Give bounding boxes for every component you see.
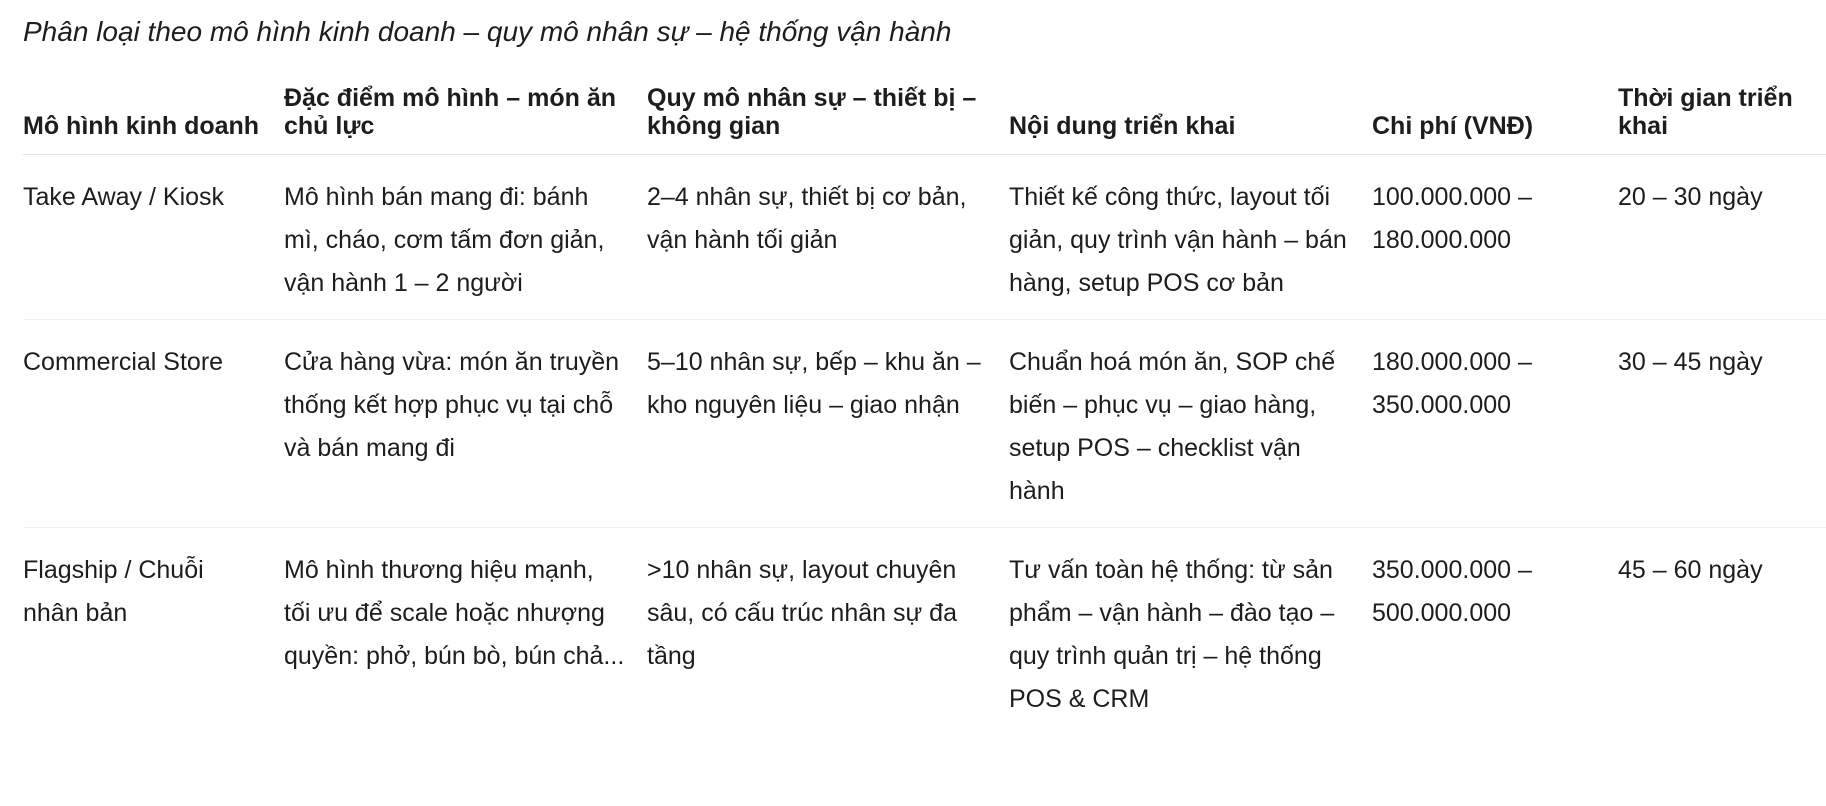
cell-model-features: Mô hình thương hiệu mạnh, tối ưu để scale hoặc nhượng quyền: phở, bún bò, bún chả... bbox=[284, 556, 625, 670]
cell-business-model: Flagship / Chuỗi nhân bản bbox=[23, 556, 204, 627]
pricing-table bbox=[23, 78, 1826, 735]
cell-business-model: Take Away / Kiosk bbox=[23, 155, 284, 320]
header-staff-scale: Quy mô nhân sự – thiết bị – không gian bbox=[647, 78, 1009, 155]
cell-deployment-content: Tư vấn toàn hệ thống: từ sản phẩm – vận hành – đào tạo – quy trình quản trị – hệ thống POS & CRM bbox=[1009, 556, 1335, 713]
header-duration: Thời gian triển khai bbox=[1618, 78, 1826, 155]
header-model-features: Đặc điểm mô hình – món ăn chủ lực bbox=[284, 78, 647, 155]
header-cost: Chi phí (VNĐ) bbox=[1372, 78, 1618, 155]
header-business-model: Mô hình kinh doanh bbox=[23, 78, 284, 155]
table-header-row bbox=[23, 78, 1826, 155]
cell-staff-scale: 5–10 nhân sự, bếp – khu ăn – kho nguyên liệu – giao nhận bbox=[647, 320, 1009, 528]
cell-duration: 45 – 60 ngày bbox=[1618, 556, 1763, 584]
cell-staff-scale: >10 nhân sự, layout chuyên sâu, có cấu trúc nhân sự đa tầng bbox=[647, 556, 957, 670]
table-row bbox=[23, 528, 1826, 736]
table-row bbox=[23, 155, 1826, 320]
cell-deployment-content: Chuẩn hoá món ăn, SOP chế biến – phục vụ – giao hàng, setup POS – checklist vận hành bbox=[1009, 320, 1372, 528]
cell-model-features: Cửa hàng vừa: món ăn truyền thống kết hợp phục vụ tại chỗ và bán mang đi bbox=[284, 320, 647, 528]
table-row bbox=[23, 320, 1826, 528]
cell-cost: 350.000.000 – 500.000.000 bbox=[1372, 556, 1532, 627]
cell-duration: 20 – 30 ngày bbox=[1618, 155, 1826, 320]
cell-cost: 180.000.000 – 350.000.000 bbox=[1372, 320, 1618, 528]
table-caption: Phân loại theo mô hình kinh doanh – quy mô nhân sự – hệ thống vận hành bbox=[23, 16, 952, 47]
cell-business-model: Commercial Store bbox=[23, 320, 284, 528]
cell-cost: 100.000.000 – 180.000.000 bbox=[1372, 155, 1618, 320]
cell-model-features: Mô hình bán mang đi: bánh mì, cháo, cơm tấm đơn giản, vận hành 1 – 2 người bbox=[284, 155, 647, 320]
header-deployment-content: Nội dung triển khai bbox=[1009, 78, 1372, 155]
cell-staff-scale: 2–4 nhân sự, thiết bị cơ bản, vận hành tối giản bbox=[647, 155, 1009, 320]
cell-deployment-content: Thiết kế công thức, layout tối giản, quy trình vận hành – bán hàng, setup POS cơ bản bbox=[1009, 155, 1372, 320]
cell-duration: 30 – 45 ngày bbox=[1618, 320, 1826, 528]
